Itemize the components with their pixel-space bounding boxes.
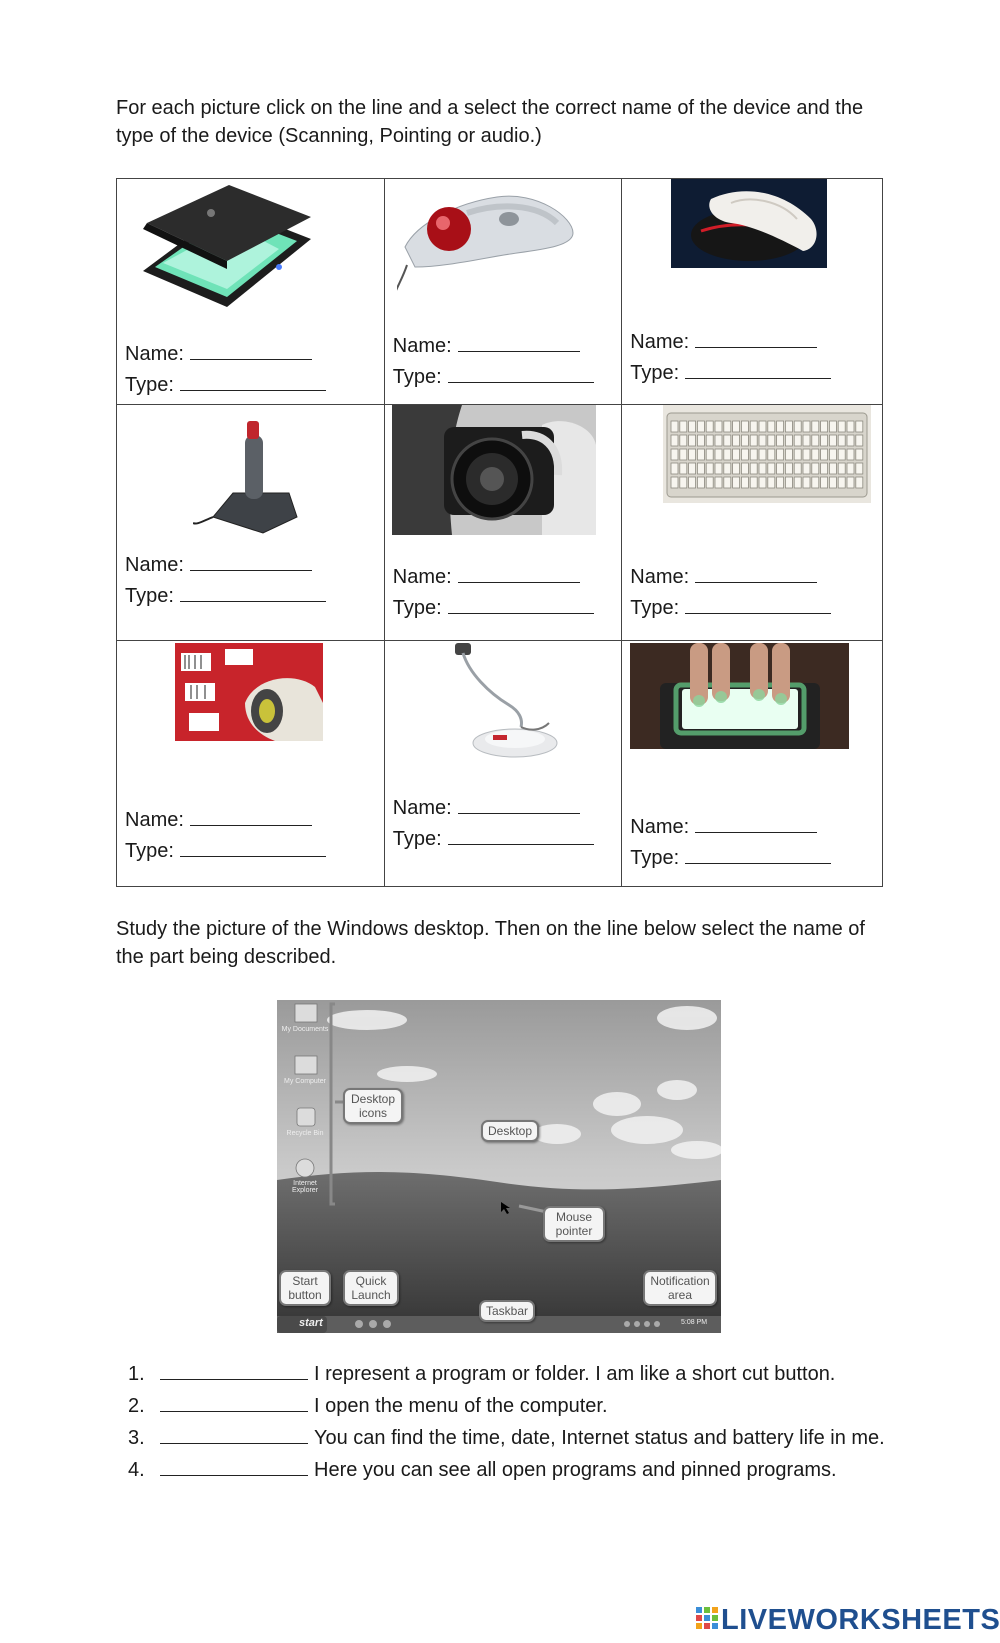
keyboard-key xyxy=(794,421,801,432)
answer-line[interactable] xyxy=(160,1359,308,1380)
question-number: 4. xyxy=(128,1459,145,1481)
type-label: Type: xyxy=(630,362,680,384)
callout-start-button: Start button xyxy=(279,1270,331,1306)
keyboard-key xyxy=(768,463,775,474)
keyboard-key xyxy=(768,477,775,488)
keyboard-key xyxy=(759,463,766,474)
keyboard-key xyxy=(856,421,863,432)
question-number: 3. xyxy=(128,1427,145,1449)
instructions-desktop: Study the picture of the Windows desktop. Then on the line below select the name of the part being described. xyxy=(116,918,865,968)
keyboard-key xyxy=(803,421,810,432)
keyboard-key xyxy=(794,463,801,474)
question-text: I open the menu of the computer. xyxy=(314,1395,608,1417)
keyboard-key xyxy=(803,463,810,474)
clock-label: 5:08 PM xyxy=(681,1319,708,1326)
joystick-image xyxy=(193,417,303,535)
type-label: Type: xyxy=(630,847,680,869)
keyboard-key xyxy=(724,477,731,488)
keyboard-key xyxy=(856,463,863,474)
keyboard-key xyxy=(803,477,810,488)
keyboard-key xyxy=(724,421,731,432)
name-label: Name: xyxy=(392,566,452,588)
type-answer-line[interactable] xyxy=(685,843,831,864)
name-answer-line[interactable] xyxy=(695,562,817,583)
name-label: Name: xyxy=(125,343,184,365)
name-label: Name: xyxy=(630,331,690,353)
name-answer-line[interactable] xyxy=(458,331,580,352)
type-answer-line[interactable] xyxy=(448,362,594,383)
keyboard-key xyxy=(786,421,793,432)
name-label: Name: xyxy=(125,554,184,576)
keyboard-key xyxy=(706,449,713,460)
name-answer-line[interactable] xyxy=(190,339,312,360)
device-fields xyxy=(630,562,831,624)
fingerprint-scanner-image xyxy=(630,643,849,749)
keyboard-key xyxy=(759,449,766,460)
keyboard-key xyxy=(821,463,828,474)
answer-line[interactable] xyxy=(160,1423,308,1444)
keyboard-key xyxy=(706,435,713,446)
question-text: I represent a program or folder. I am like a short cut button. xyxy=(314,1363,836,1385)
name-answer-line[interactable] xyxy=(458,562,580,583)
keyboard-key xyxy=(733,449,740,460)
keyboard-key xyxy=(838,421,845,432)
question-text: You can find the time, date, Internet status and battery life in me. xyxy=(314,1427,885,1449)
device-cell xyxy=(384,641,621,887)
question-item xyxy=(128,1454,898,1486)
keyboard-key xyxy=(698,463,705,474)
keyboard-key xyxy=(742,477,749,488)
device-cell xyxy=(117,179,385,405)
keyboard-key xyxy=(786,435,793,446)
keyboard-key xyxy=(715,449,722,460)
keyboard-key xyxy=(715,463,722,474)
keyboard-key xyxy=(733,463,740,474)
name-label: Name: xyxy=(630,816,690,838)
flatbed-scanner-image xyxy=(129,183,314,308)
icon-label: My Documents xyxy=(281,1026,329,1033)
keyboard-key xyxy=(715,435,722,446)
name-label: Name: xyxy=(125,809,184,831)
keyboard-key xyxy=(698,435,705,446)
keyboard-key xyxy=(856,477,863,488)
keyboard-key xyxy=(812,449,819,460)
camera-image xyxy=(392,405,596,535)
keyboard-key xyxy=(724,435,731,446)
device-fields xyxy=(125,805,326,867)
device-cell xyxy=(384,405,621,641)
keyboard-key xyxy=(838,463,845,474)
keyboard-key xyxy=(777,421,784,432)
device-cell xyxy=(622,179,883,405)
keyboard-key xyxy=(733,477,740,488)
keyboard-key xyxy=(724,463,731,474)
keyboard-key xyxy=(750,449,757,460)
keyboard-key xyxy=(733,435,740,446)
callout-taskbar: Taskbar xyxy=(479,1300,535,1322)
keyboard-key xyxy=(768,449,775,460)
keyboard-key xyxy=(742,449,749,460)
keyboard-key xyxy=(671,449,678,460)
keyboard-key xyxy=(838,435,845,446)
keyboard-key xyxy=(847,463,854,474)
keyboard-key xyxy=(742,463,749,474)
type-label: Type: xyxy=(392,828,442,850)
device-cell xyxy=(622,405,883,641)
name-answer-line[interactable] xyxy=(695,812,817,833)
type-label: Type: xyxy=(125,840,174,862)
question-number: 1. xyxy=(128,1363,145,1385)
keyboard-key xyxy=(794,477,801,488)
keyboard-key xyxy=(830,449,837,460)
device-cell xyxy=(622,641,883,887)
type-label: Type: xyxy=(392,597,442,619)
keyboard-key xyxy=(768,421,775,432)
keyboard-key xyxy=(847,449,854,460)
keyboard-key xyxy=(706,421,713,432)
keyboard-key xyxy=(847,435,854,446)
question-item xyxy=(128,1422,898,1454)
keyboard-key xyxy=(821,435,828,446)
name-label: Name: xyxy=(630,566,690,588)
keyboard-key xyxy=(689,449,696,460)
trackball-mouse-image xyxy=(397,183,577,295)
keyboard-key xyxy=(777,449,784,460)
instructions-devices: For each picture click on the line and a select the correct name of the device and the type of the device (Scanning, Pointing or audio.) xyxy=(116,97,864,147)
name-label: Name: xyxy=(392,335,452,357)
keyboard-key xyxy=(847,421,854,432)
hand-on-mouse-image xyxy=(671,179,827,268)
keyboard-key xyxy=(786,477,793,488)
keyboard-key xyxy=(830,463,837,474)
keyboard-key xyxy=(794,435,801,446)
device-fields xyxy=(125,339,326,401)
keyboard-key xyxy=(768,435,775,446)
keyboard-key xyxy=(812,477,819,488)
liveworksheets-logo xyxy=(696,1603,1000,1637)
name-answer-line[interactable] xyxy=(458,793,580,814)
keyboard-key xyxy=(715,477,722,488)
callout-mouse-pointer: Mouse pointer xyxy=(543,1206,605,1242)
brand-name: LIVEWORKSHEETS xyxy=(721,1603,1000,1636)
keyboard-key xyxy=(715,421,722,432)
type-answer-line[interactable] xyxy=(685,593,831,614)
keyboard-key xyxy=(706,477,713,488)
device-fields xyxy=(393,331,594,393)
type-label: Type: xyxy=(125,374,174,396)
keyboard-key xyxy=(750,463,757,474)
type-answer-line[interactable] xyxy=(448,593,594,614)
keyboard-key xyxy=(838,477,845,488)
windows-desktop-image xyxy=(277,1000,721,1333)
start-label: start xyxy=(299,1317,323,1329)
keyboard-key xyxy=(812,421,819,432)
name-answer-line[interactable] xyxy=(190,805,312,826)
device-fields xyxy=(393,793,594,855)
keyboard-image xyxy=(663,405,871,503)
type-answer-line[interactable] xyxy=(180,370,326,391)
question-item xyxy=(128,1358,898,1390)
type-label: Type: xyxy=(392,366,442,388)
keyboard-key xyxy=(830,435,837,446)
keyboard-key xyxy=(724,449,731,460)
keyboard-key xyxy=(794,449,801,460)
keyboard-key xyxy=(680,449,687,460)
question-number: 2. xyxy=(128,1395,145,1417)
type-answer-line[interactable] xyxy=(180,581,326,602)
keyboard-key xyxy=(830,477,837,488)
keyboard-key xyxy=(830,421,837,432)
keyboard-key xyxy=(812,435,819,446)
device-cell xyxy=(117,405,385,641)
device-cell xyxy=(384,179,621,405)
name-answer-line[interactable] xyxy=(695,327,817,348)
icon-label: Internet Explorer xyxy=(291,1180,319,1194)
keyboard-key xyxy=(838,449,845,460)
name-label: Name: xyxy=(392,797,452,819)
question-text: Here you can see all open programs and pinned programs. xyxy=(314,1459,837,1481)
keyboard-key xyxy=(856,449,863,460)
keyboard-key xyxy=(698,477,705,488)
keyboard-key xyxy=(777,435,784,446)
microphone-image xyxy=(449,643,559,761)
device-table xyxy=(116,178,883,887)
keyboard-key xyxy=(742,435,749,446)
keyboard-key xyxy=(821,477,828,488)
name-answer-line[interactable] xyxy=(190,550,312,571)
keyboard-key xyxy=(733,421,740,432)
device-fields xyxy=(630,327,831,389)
keyboard-key xyxy=(671,477,678,488)
device-cell xyxy=(117,641,385,887)
keyboard-key xyxy=(689,421,696,432)
keyboard-key xyxy=(759,421,766,432)
keyboard-key xyxy=(698,449,705,460)
logo-grid-icon xyxy=(696,1607,718,1633)
keyboard-key xyxy=(750,421,757,432)
keyboard-key xyxy=(786,449,793,460)
keyboard-key xyxy=(777,463,784,474)
keyboard-key xyxy=(671,463,678,474)
type-label: Type: xyxy=(125,585,174,607)
keyboard-key xyxy=(680,463,687,474)
keyboard-key xyxy=(671,421,678,432)
keyboard-key xyxy=(680,421,687,432)
device-fields xyxy=(393,562,594,624)
question-item xyxy=(128,1390,898,1422)
keyboard-key xyxy=(750,477,757,488)
answer-line[interactable] xyxy=(160,1391,308,1412)
type-answer-line[interactable] xyxy=(685,358,831,379)
keyboard-key xyxy=(777,477,784,488)
type-answer-line[interactable] xyxy=(180,836,326,857)
callout-desktop-icons: Desktop icons xyxy=(343,1088,403,1124)
keyboard-key xyxy=(742,421,749,432)
keyboard-key xyxy=(698,421,705,432)
keyboard-key xyxy=(689,463,696,474)
device-fields xyxy=(630,812,831,874)
question-list xyxy=(128,1358,898,1486)
keyboard-key xyxy=(759,435,766,446)
keyboard-key xyxy=(750,435,757,446)
keyboard-key xyxy=(706,463,713,474)
barcode-scanner-image xyxy=(175,643,323,741)
keyboard-key xyxy=(786,463,793,474)
answer-line[interactable] xyxy=(160,1455,308,1476)
keyboard-key xyxy=(821,421,828,432)
type-answer-line[interactable] xyxy=(448,824,594,845)
callout-quick-launch: Quick Launch xyxy=(343,1270,399,1306)
keyboard-key xyxy=(821,449,828,460)
keyboard-key xyxy=(689,435,696,446)
device-fields xyxy=(125,550,326,612)
type-label: Type: xyxy=(630,597,680,619)
icon-label: Recycle Bin xyxy=(286,1130,324,1137)
keyboard-key xyxy=(759,477,766,488)
keyboard-key xyxy=(856,435,863,446)
keyboard-key xyxy=(680,477,687,488)
callout-desktop: Desktop xyxy=(481,1120,539,1142)
keyboard-key xyxy=(812,463,819,474)
keyboard-key xyxy=(689,477,696,488)
keyboard-key xyxy=(680,435,687,446)
keyboard-key xyxy=(803,435,810,446)
callout-notification-area: Notification area xyxy=(643,1270,717,1306)
keyboard-key xyxy=(803,449,810,460)
icon-label: My Computer xyxy=(283,1078,326,1085)
keyboard-key xyxy=(847,477,854,488)
keyboard-key xyxy=(671,435,678,446)
